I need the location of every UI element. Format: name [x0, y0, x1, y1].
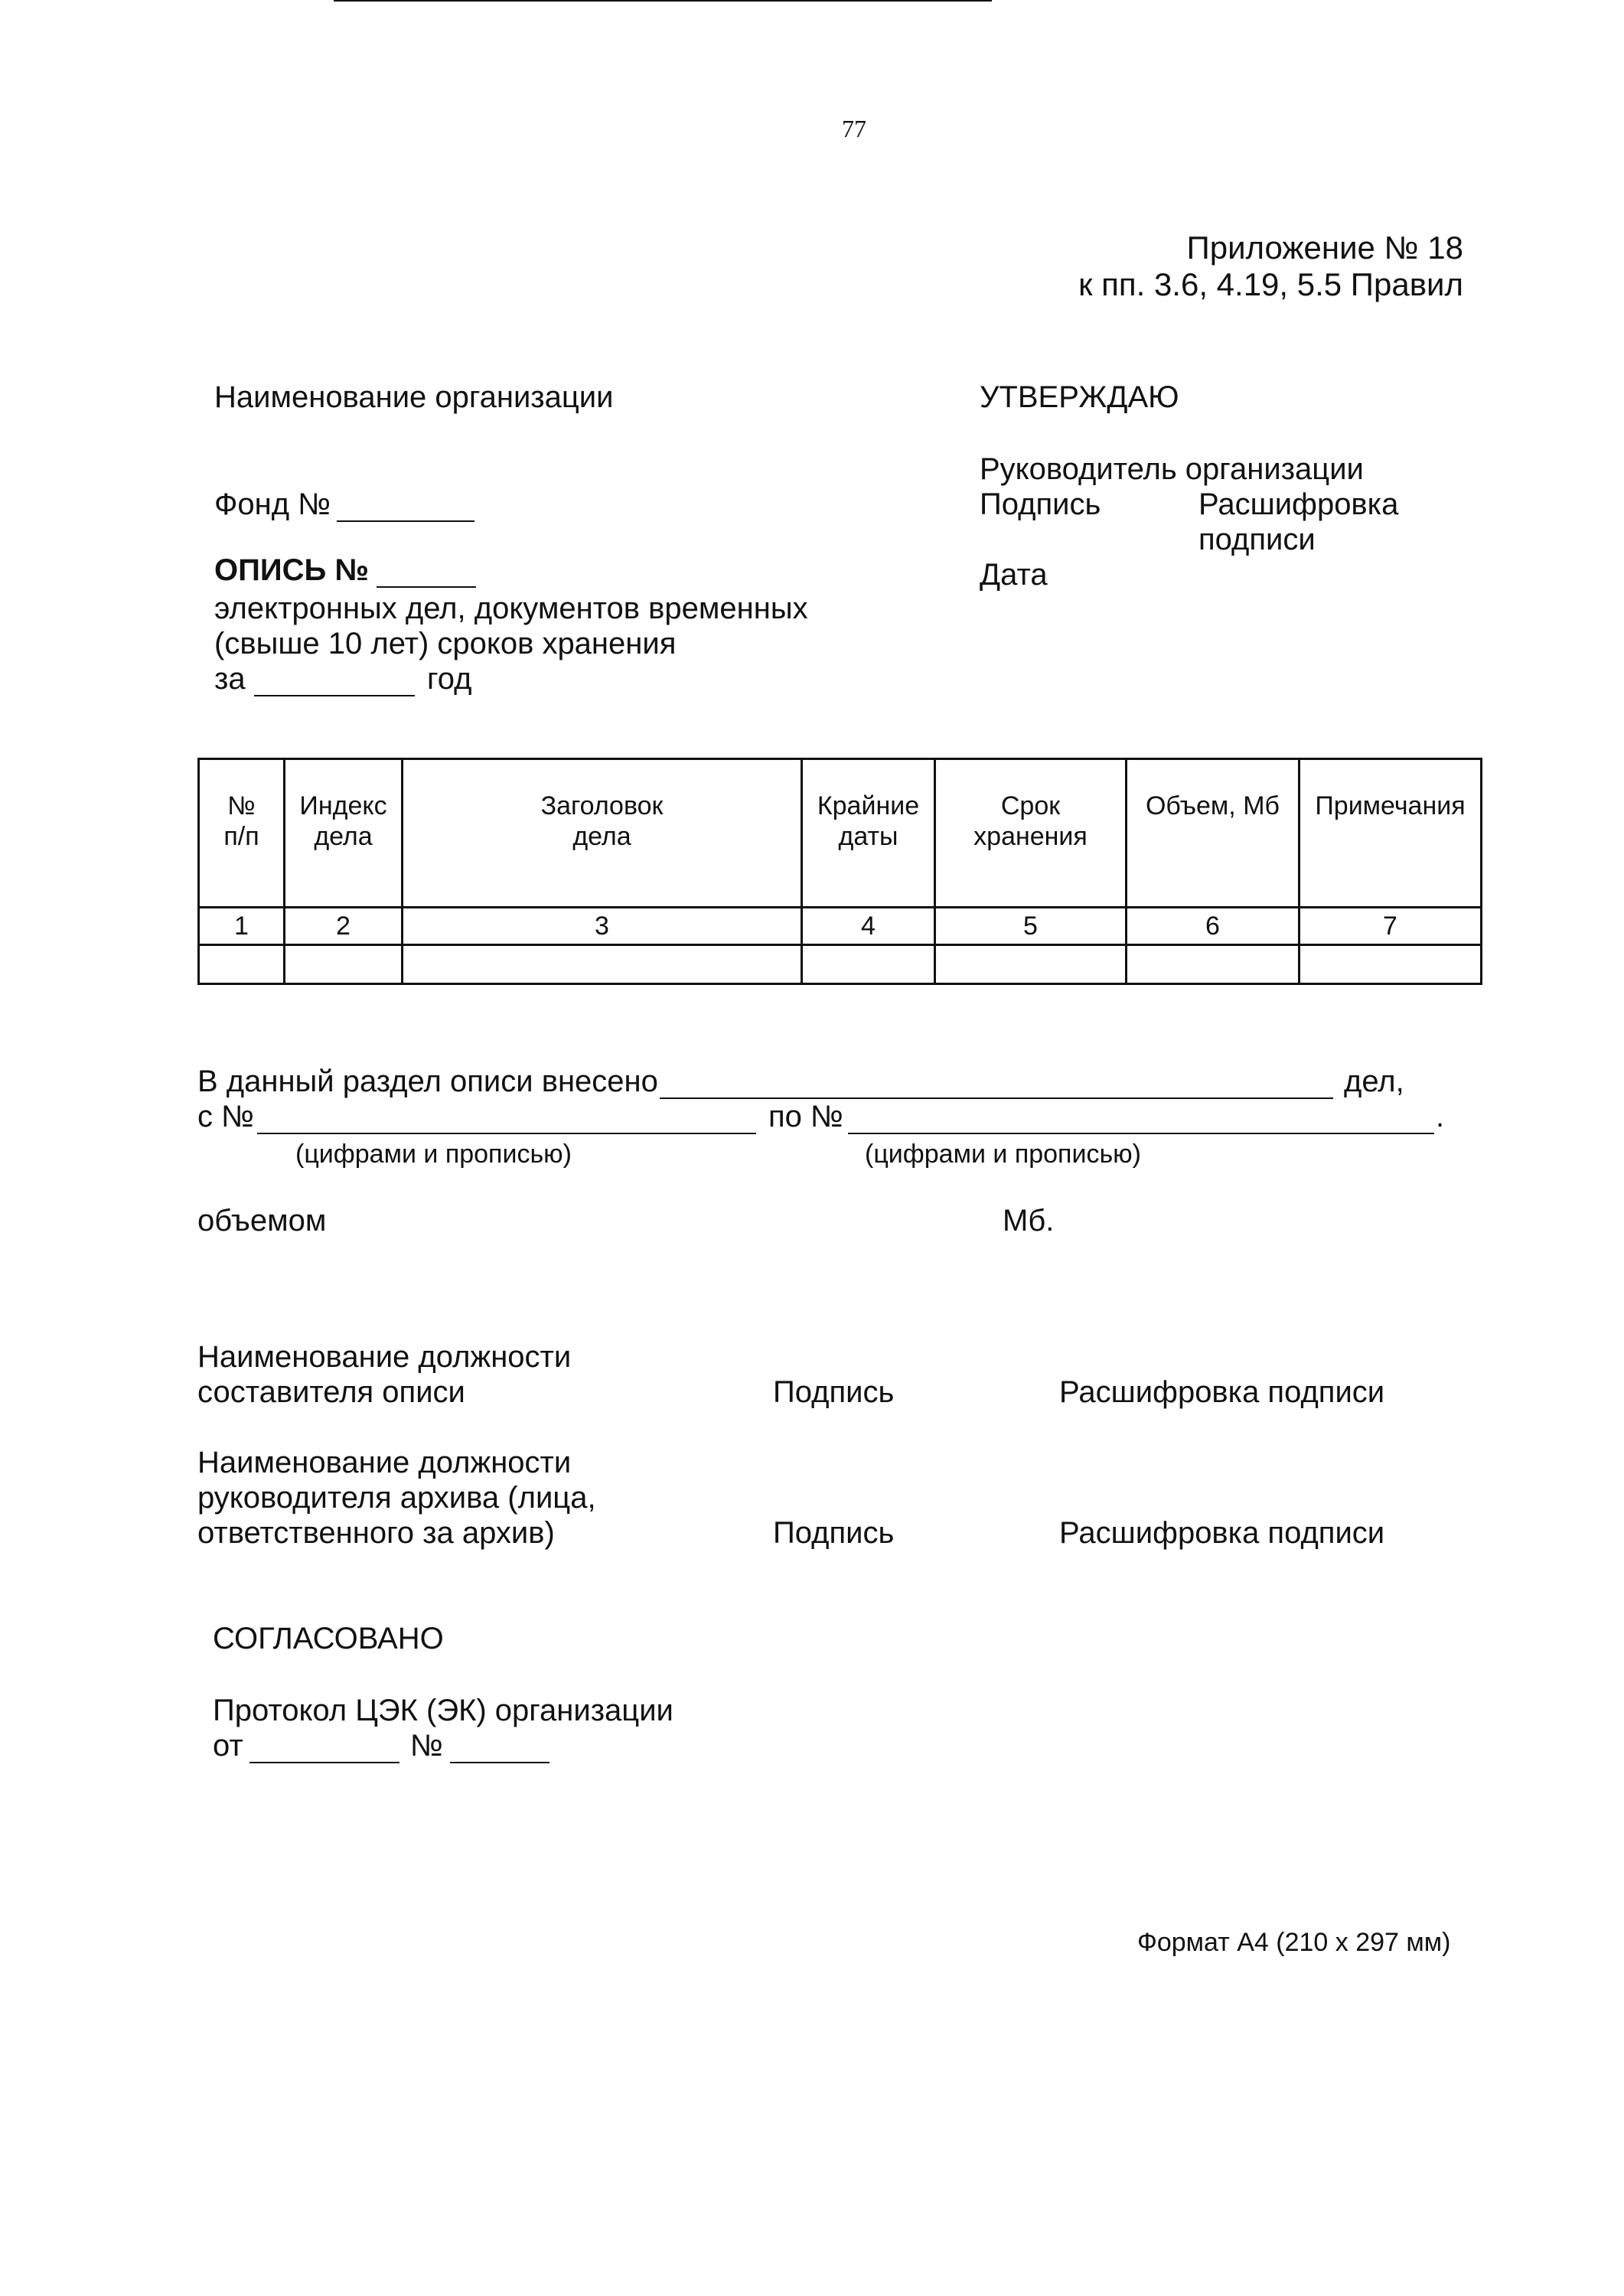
from-number-hint: (цифрами и прописью) — [295, 1140, 572, 1169]
protocol-number-label: № — [410, 1729, 443, 1763]
to-number-label: по № — [768, 1100, 843, 1133]
archive-head-position-label-2: руководителя архива (лица, — [197, 1481, 596, 1515]
from-number-line — [257, 1133, 756, 1134]
table-header-row — [199, 759, 1482, 908]
volume-unit: Мб. — [1003, 1204, 1055, 1238]
table-cell — [1127, 945, 1300, 984]
head-of-organization-label: Руководитель организации — [980, 452, 1364, 486]
compiler-signature-label: Подпись — [773, 1375, 895, 1409]
protocol-from-label: от — [213, 1729, 243, 1763]
approval-decryption-label-2: подписи — [1198, 523, 1316, 556]
volume-line — [334, 0, 992, 2]
header-cell-number: № п/п — [199, 759, 285, 908]
compiler-position-label-2: составителя описи — [197, 1375, 465, 1409]
header-cell-index: Индекс дела — [285, 759, 403, 908]
header-cell-notes: Примечания — [1300, 759, 1482, 908]
end-dot: . — [1436, 1100, 1445, 1133]
table-row — [199, 945, 1482, 984]
summary-entered-text: В данный раздел описи внесено — [197, 1065, 658, 1098]
inventory-description-line-1: электронных дел, документов временных — [214, 592, 808, 625]
approval-decryption-label-1: Расшифровка — [1198, 488, 1399, 521]
inventory-title: ОПИСЬ № — [214, 553, 369, 587]
appendix-title: Приложение № 18 — [1186, 230, 1463, 266]
volume-label: объемом — [197, 1204, 327, 1238]
to-number-hint: (цифрами и прописью) — [865, 1140, 1142, 1169]
from-number-label: с № — [197, 1100, 255, 1133]
year-line — [254, 695, 415, 696]
header-cell-dates: Крайние даты — [802, 759, 935, 908]
format-note: Формат А4 (210 х 297 мм) — [1137, 1928, 1451, 1957]
compiler-decryption-label: Расшифровка подписи — [1059, 1375, 1385, 1409]
fund-number-line — [337, 520, 474, 522]
protocol-label: Протокол ЦЭК (ЭК) организации — [213, 1694, 673, 1727]
organization-name-label: Наименование организации — [214, 380, 614, 414]
appendix-reference: к пп. 3.6, 4.19, 5.5 Правил — [1078, 266, 1463, 302]
header-cell-title: Заголовок дела — [403, 759, 802, 908]
protocol-date-line — [249, 1762, 399, 1763]
compiler-position-label-1: Наименование должности — [197, 1340, 572, 1374]
approval-heading: УТВЕРЖДАЮ — [980, 380, 1179, 414]
column-number-cell: 2 — [285, 908, 403, 945]
archive-head-position-label-3: ответственного за архив) — [197, 1516, 555, 1550]
column-number-cell: 3 — [403, 908, 802, 945]
approval-signature-label: Подпись — [980, 488, 1101, 521]
cases-suffix: дел, — [1344, 1065, 1404, 1098]
table-cell — [199, 945, 285, 984]
inventory-description-line-2: (свыше 10 лет) сроков хранения — [214, 627, 677, 660]
column-number-cell: 6 — [1127, 908, 1300, 945]
fund-label: Фонд № — [214, 488, 331, 521]
page-number: 77 — [842, 115, 866, 142]
table-cell — [935, 945, 1127, 984]
column-number-cell: 5 — [935, 908, 1127, 945]
archive-head-decryption-label: Расшифровка подписи — [1059, 1516, 1385, 1550]
inventory-number-line — [377, 586, 476, 588]
table-cell — [802, 945, 935, 984]
header-cell-volume: Объем, Мб — [1127, 759, 1300, 908]
archive-head-signature-label: Подпись — [773, 1516, 895, 1550]
table-cell — [1300, 945, 1482, 984]
column-number-cell: 4 — [802, 908, 935, 945]
table-cell — [285, 945, 403, 984]
header-cell-retention: Срок хранения — [935, 759, 1127, 908]
protocol-number-line — [450, 1762, 549, 1763]
agreed-heading: СОГЛАСОВАНО — [213, 1622, 444, 1655]
year-suffix: год — [427, 662, 472, 696]
year-prefix: за — [214, 662, 246, 696]
approval-date-label: Дата — [980, 558, 1048, 592]
table-column-number-row — [199, 908, 1482, 945]
column-number-cell: 7 — [1300, 908, 1482, 945]
archive-head-position-label-1: Наименование должности — [197, 1446, 572, 1479]
table-cell — [403, 945, 802, 984]
inventory-table — [197, 758, 1482, 985]
cases-count-line — [660, 1097, 1333, 1099]
to-number-line — [848, 1133, 1434, 1134]
column-number-cell: 1 — [199, 908, 285, 945]
